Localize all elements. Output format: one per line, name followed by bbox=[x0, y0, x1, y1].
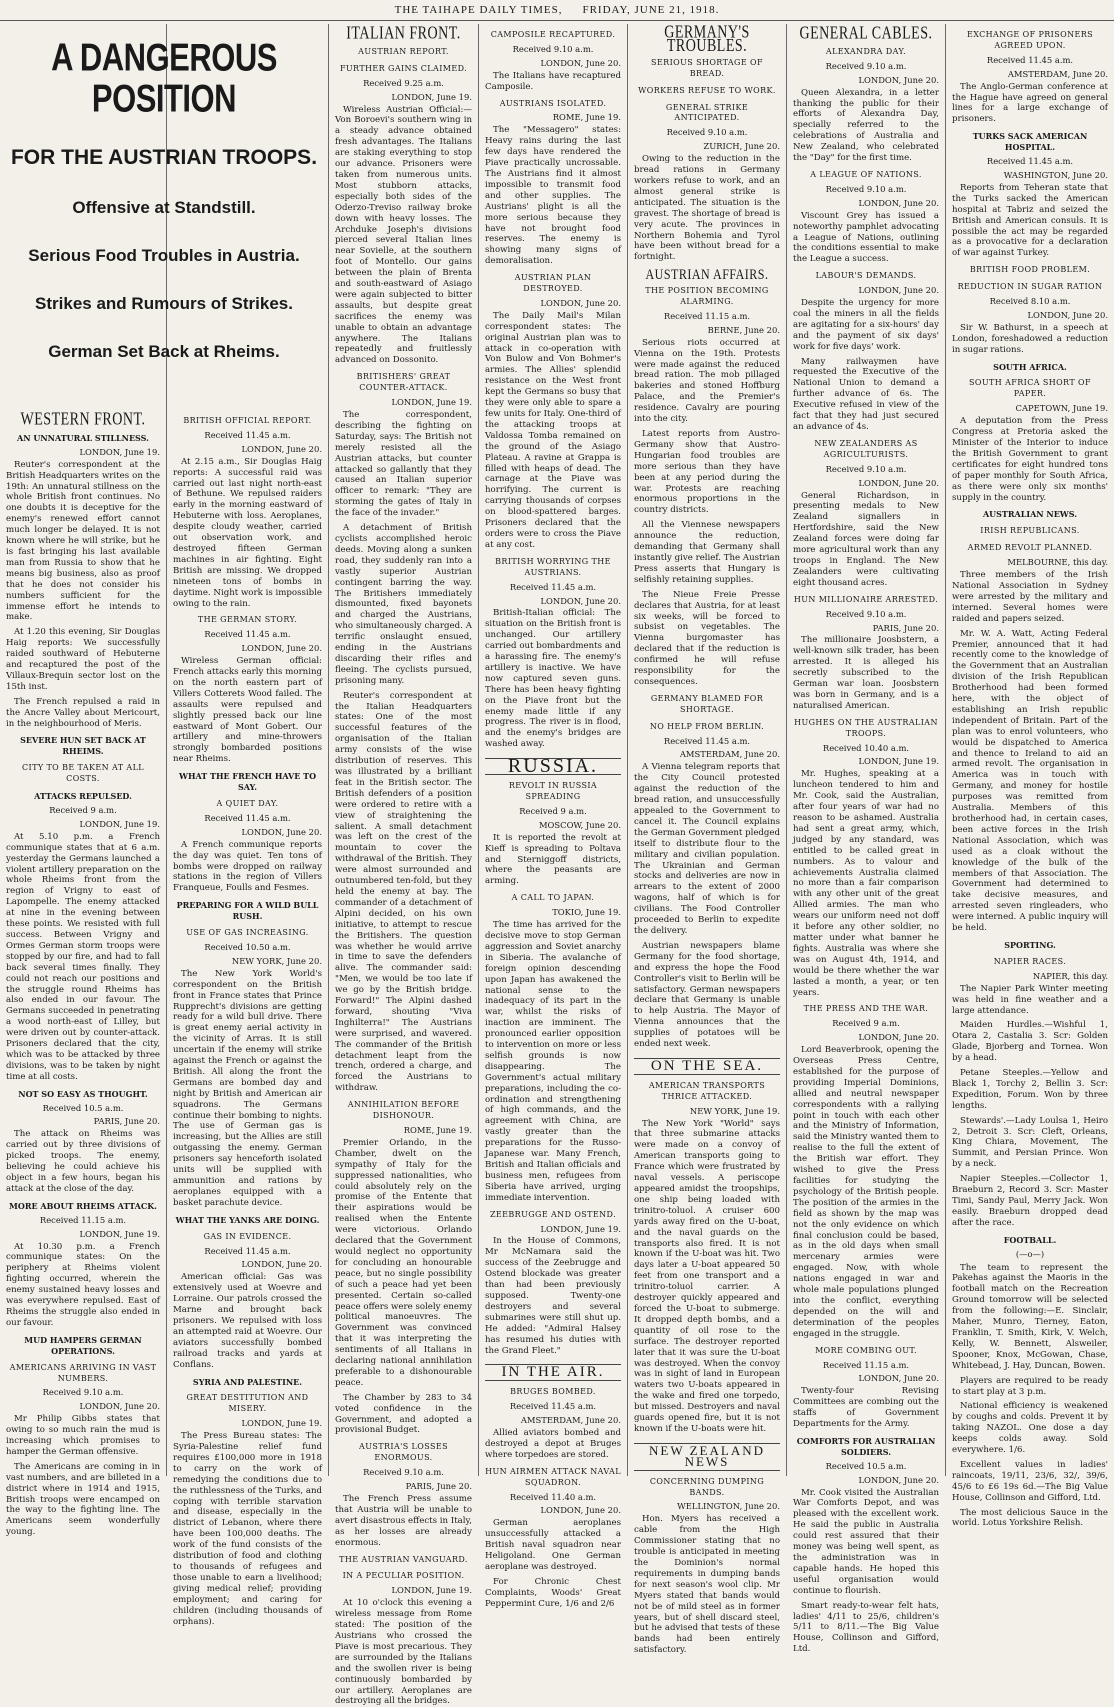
dateline: LONDON, June 19. bbox=[391, 1585, 472, 1596]
article-headline: THE AUSTRIAN VANGUARD. bbox=[339, 1554, 468, 1564]
article-text: The French Press assume that Austria will be unable to avert disastrous effects in Italy, as her losses are already enormous. bbox=[335, 1494, 472, 1548]
article-headline: TURKS SACK AMERICAN HOSPITAL. bbox=[972, 131, 1088, 153]
column-6 bbox=[787, 24, 945, 1655]
article-text: The attack on Rheims was carried out by three divisions of picked troops. The enemy, believing he could achieve his object in a few hours, began his attack at the close of the day. bbox=[6, 1129, 160, 1194]
received-time: Received 11.45 a.m. bbox=[509, 1401, 597, 1412]
dateline: WELLINGTON, June 20. bbox=[677, 1501, 780, 1512]
dateline: AMSTERDAM, June 20. bbox=[520, 1415, 621, 1426]
dateline: LONDON, June 20. bbox=[241, 643, 322, 654]
advertisement: For Chronic Chest Complaints, Woods' Great Peppermint Cure, 1/6 and 2/6 bbox=[485, 1576, 621, 1609]
lead-deck: Strikes and Rumours of Strikes. bbox=[35, 293, 293, 313]
column-7 bbox=[946, 24, 1114, 1529]
article-text: Sir W. Bathurst, in a speech at London, foreshadowed a reduction in sugar rations. bbox=[952, 322, 1108, 355]
article-text: All the Viennese newspapers announce the reduction, demanding that Germany shall instantly give relief. The Austrian Press asserts that Hungary is selfishly retaining supplies. bbox=[634, 520, 780, 585]
section-title: IN THE AIR. bbox=[485, 1364, 621, 1381]
dateline: LONDON, June 19. bbox=[391, 397, 472, 408]
article-headline: ANNIHILATION BEFORE DISHONOUR. bbox=[347, 1100, 460, 1121]
received-time: Received 9 a.m. bbox=[519, 805, 587, 816]
article-headline: HUN MILLIONAIRE ARRESTED. bbox=[793, 594, 939, 604]
received-time: Received 10.50 a.m. bbox=[204, 941, 291, 952]
received-time: Received 11.45 a.m. bbox=[204, 429, 291, 440]
article-headline: BRUGES BOMBED. bbox=[510, 1387, 596, 1397]
dateline: PARIS, June 20. bbox=[405, 1481, 472, 1492]
article-headline: CAMPOSILE RECAPTURED. bbox=[490, 30, 616, 39]
article-text: A Vienna telegram reports that the City Council protested against the reduction of the bread ration, and unsuccessfully appealed to the Government to cancel it. The Council explains the German Government pledged itself to distribute flour to the military and civilian population. The Ukrainian and German stocks and deliveries are now in arrears to the extent of 2000 wagons, half of which is for civilians. The Food Controller proceeded to Berlin to expedite the delivery. bbox=[634, 762, 780, 936]
dateline: CAPETOWN, June 19. bbox=[1015, 403, 1108, 414]
article-headline: MORE ABOUT RHEIMS ATTACK. bbox=[9, 1200, 157, 1211]
article-headline: ZEEBRUGGE AND OSTEND. bbox=[489, 1209, 617, 1219]
article-text: The Daily Mail's Milan correspondent states: The original Austrian plan was to attack in co-operation with Von Bulow and Von Bohmer's armies. The Allies' splendid resistance on the West front kept the Germans so busy that they were only able to spare a few units for Italy. One-third of the attacking troops at Valdossa Tomba remained on the ground of the Asiago Plateau. A ravine at Grappa is filled with heaps of dead. The carnage at the Piave was horrifying. The current is carrying thousands of corpses on blood-spattered barges. Prisoners declared that the orders were to cross the Piave at any cost. bbox=[485, 310, 621, 550]
article-text: Stewards'.—Lady Loulsa 1, Heiro 2, Detroit 3. Scr: Cleft, Orleans, King Chiara, Movement, The Summit, and Persian Prince. Won by a neck. bbox=[952, 1115, 1108, 1170]
article-text: The "Messagero" states: Heavy rains during the last few days have rendered the Piave practically uncrossable. The Austrians find it almost impossible to transmit food and other supplies. The Austrians' plight is all the more serious because they have not brought food reserves. The enemy is showing many signs of demoralisation. bbox=[485, 125, 621, 267]
dateline: AMSTERDAM, June 20. bbox=[679, 749, 780, 760]
article-text: The French repulsed a raid in the Ancre Valley about Mericourt, in the neighbourhood of Meris. bbox=[6, 696, 160, 729]
ornament: (—o—) bbox=[1015, 1248, 1045, 1259]
received-time: Received 9.10 a.m. bbox=[825, 463, 907, 474]
article-text: Reuter's correspondent at the British Headquarters writes on the 19th: An unnatural stillness on the whole British front continues. No one doubts it is deceptive for the enemy's renewed effort cannot much longer be delayed. It is not known where he will strike, but he is fast bringing his last available man from Russia to show that he means big business, also as proof that he does not consider his numbers sufficient for the immense effort he intends to make. bbox=[6, 459, 160, 623]
article-headline: WHAT THE FRENCH HAVE TO SAY. bbox=[178, 771, 317, 793]
section-title: AUSTRIAN AFFAIRS. bbox=[645, 265, 769, 283]
article-text: The Press Bureau states: The Syria-Palestine relief fund requires £100,000 more in 1918 to carry on the work of remedying the conditions due to the ruthlessness of the Turks, and coping with terrible starvation and disease, especially in the district of Lebanon, where there have been 100,000 deaths. The work of the fund consists of the distribution of food and clothing to thousands of refugees and those unable to earn a livelihood; giving medical relief; providing employment; and caring for children (including thousands of orphans). bbox=[173, 1431, 322, 1627]
masthead bbox=[0, 0, 1114, 21]
dateline: NEW YORK, June 19. bbox=[689, 1105, 780, 1116]
dateline: LONDON, June 20. bbox=[858, 197, 939, 208]
article-headline: NEW ZEALANDERS AS AGRICULTURISTS. bbox=[814, 438, 918, 459]
advertisement: National efficiency is weakened by coughs and colds. Prevent it by taking NAZOL. One dose a day keeps colds away. Sold everywhere. 1/6. bbox=[952, 1401, 1108, 1456]
received-time: Received 11.15 a.m. bbox=[822, 1359, 910, 1370]
received-time: Received 9 a.m. bbox=[49, 805, 117, 815]
article-subheadline: IN A PECULIAR POSITION. bbox=[342, 1571, 465, 1581]
article-headline: NOT SO EASY AS THOUGHT. bbox=[18, 1088, 148, 1099]
lead-deck: Offensive at Standstill. bbox=[72, 198, 256, 218]
article-text: Napier Steeples.—Collector 1, Braeburn 2, Record 3. Scr: Master Timi, Sandy Paul, Merry Jack. Won easily. Braeburn dropped dead after the race. bbox=[952, 1174, 1108, 1228]
received-time: Received 9.25 a.m. bbox=[363, 77, 444, 88]
section-title: RUSSIA. bbox=[485, 758, 621, 775]
article-text: Reuter's correspondent at the Italian Headquarters states: One of the most successful features of the organisation of the Italian army consists of the wise distribution of reserves. This was illustrated by a brilliant feat in the British sector. The British defenders of a position were ordered to retire with a view of straightening the salient. A small detachment was left on the crest of the mountain to cover the withdrawal of the British. They were almost surrounded and outnumbered ten-fold, but they held the enemy at bay. The commander of a detachment of Alpini decided, on his own initiative, to attempt to rescue the Britishers. The question was whether he would arrive in time to save the defenders alive. The commander said: "Men, we would be too late if we go by the British bridge. Forward!" The Alpini dashed forward, shouting "Viva Inghilterra!" The Austrians were surprised, and wavered. The commander of the British detachment leapt from the trench, ordered a charge, and forced the Austrians to withdraw. bbox=[335, 690, 472, 1094]
lead-headline-block bbox=[0, 24, 328, 424]
column-5 bbox=[628, 23, 786, 1656]
article-text: Allied aviators bombed and destroyed a depot at Bruges where torpedoes are stored. bbox=[485, 1428, 621, 1460]
section-title: GENERAL CABLES. bbox=[799, 24, 933, 44]
article-text: Mr. Hughes, speaking at a luncheon tendered to him and Mr. Cook, said the Australian, after four years of war had no reason to be ashamed. Australia had sent a great army, which, judged by any standard, was entitled to be called great in numbers. As to valour and achievements Australia claimed no more than a fair comparison with any other unit of the great Allied armies. The man who wears our uniform need not doff it before any other soldier, no matter under what banner he fights. Australia was where she was on August 4th, 1914, and would be there whether the war lasted a month, a year, or ten years. bbox=[793, 769, 939, 998]
article-text: The Nieue Freie Presse declares that Austria, for at least six weeks, will be forced to subsist on vegetables. The Vienna burgomaster has declared that if the reduction is confirmed he will refuse responsibility for the consequences. bbox=[634, 589, 780, 687]
article-headline: HUGHES ON THE AUSTRALIAN TROOPS. bbox=[794, 717, 938, 738]
dateline: LONDON, June 19. bbox=[79, 446, 160, 457]
article-headline: THE GERMAN STORY. bbox=[197, 615, 298, 625]
section-title: ITALIAN FRONT. bbox=[346, 24, 461, 44]
section-title: SOUTH AFRICA. bbox=[993, 361, 1067, 372]
article-headline: THE PRESS AND THE WAR. bbox=[803, 1004, 929, 1014]
dateline: LONDON, June 20. bbox=[79, 1401, 160, 1412]
article-text: Many railwaymen have requested the Executive of the National Union to demand a further advance of 6s. The Executive refused in view of the fact that they had just secured an advance of 4s. bbox=[793, 356, 939, 432]
article-text: Serious riots occurred at Vienna on the 19th. Protests were made against the reduced bread ration. The mob pillaged bakeries and stoned Hoffburg Palace, and the Premier's residence. Cavalry are pouring into the city. bbox=[634, 337, 780, 425]
article-text: German aeroplanes unsuccessfully attacked a British naval squadron near Heligoland. One German aeroplane was destroyed. bbox=[485, 1518, 621, 1572]
masthead-title: THE TAIHAPE DAILY TIMES, bbox=[394, 4, 563, 16]
article-subheadline: GAS IN EVIDENCE. bbox=[203, 1231, 292, 1241]
received-time: Received 11.45 a.m. bbox=[663, 735, 751, 746]
section-title: FOOTBALL. bbox=[1003, 1234, 1057, 1245]
section-title: SPORTING. bbox=[1004, 939, 1056, 950]
dateline: ZURICH, June 20. bbox=[703, 141, 780, 152]
article-text: Latest reports from Austro-Germany show that Austro-Hungarian food troubles are more serious than they have been at any period during the war. Protests are reaching enormous proportions in the country districts. bbox=[634, 429, 780, 516]
section-title: ON THE SEA. bbox=[634, 1058, 780, 1075]
article-headline: BRITISHERS' GREAT COUNTER-ATTACK. bbox=[356, 372, 451, 393]
dateline: ROME, June 19. bbox=[403, 1125, 472, 1135]
article-text: Lord Beaverbrook, opening the Overseas Press Centre, established for the purpose of providing Imperial Dominions, allied and neutral newspaper correspondents with a rallying point in touch with each other and the Ministry of Information, said the Ministry wanted them to realise to the full the extent of the British war effort. They wished to give the Press facilities for studying the psychology of the British people. The position of the armies in the field as shown by the map was not the only evidence on which final conclusion could be based, as in the old days when small mercenary armies were engaged. Now, with whole nations engaged in war and whole male populations plunged into the conflict, everything depended on the will and determination of the peoples engaged in the struggle. bbox=[793, 1045, 939, 1339]
article-text: The Anglo-German conference at the Hague have agreed on general lines for a large exchange of prisoners. bbox=[952, 81, 1108, 125]
dateline: LONDON, June 19. bbox=[79, 1228, 160, 1239]
article-subheadline: GENERAL STRIKE ANTICIPATED. bbox=[665, 102, 749, 123]
article-text: British-Italian official: The situation on the British front is unchanged. Our artillery carried out bombardments and a harassing fire. The enemy's artillery is inactive. We have now captured seven guns. There has been heavy fighting on the Piave front but the enemy made little if any progress. The river is in flood, and the enemy's bridges are washed away. bbox=[485, 608, 621, 750]
column-3 bbox=[329, 24, 478, 1707]
received-time: Received 9 a.m. bbox=[832, 1018, 900, 1029]
article-text: At 1.20 this evening, Sir Douglas Haig reports: We successfully raided southward of Hebuterne and recaptured the post of the Villaux-Brequin sector lost on the 15th inst. bbox=[6, 627, 160, 692]
dateline: TOKIO, June 19. bbox=[552, 907, 621, 918]
section-title: NEW ZEALAND NEWS bbox=[634, 1443, 780, 1471]
section-title: GERMANY'S TROUBLES. bbox=[664, 23, 750, 56]
dateline: NEW YORK, June 20. bbox=[231, 955, 322, 966]
article-text: At 5.10 p.m. a French communique states that at 6 a.m. yesterday the Germans launched a violent artillery preparation on the whole Rheims front from the region of Vrigny to east of Lapompelle. The enemy attacked at nine in the evening between these points. We resisted with full success. Between Vrigny and Ormes German storm troops were stopped by our fire, and had to fall back several times finally. They could not reach our positions and the struggle round Rheims has also ended in our favour. The Germans succeeded in penetrating a wood north-east of Lilley, but were driven out by counter-attack. Prisoners declared that the city, which was to be attacked by three divisions, was to be taken by night time at all costs. bbox=[6, 831, 160, 1082]
article-headline: IRISH REPUBLICANS. bbox=[980, 526, 1080, 536]
article-text: The millionaire Joosbstern, a well-known silk trader, has been arrested. It is alleged his secretly subscribed to the German war loan. Joosbstern was born in Germany, and is a naturalised American. bbox=[793, 635, 939, 711]
article-text: The correspondent, describing the fighting on Saturday, says: The British not merely resisted all the Austrian attacks, but counter attacked so gallantly that they caused an Italian superior officer to remark: "They are storming the gates of Italy in the face of the invader." bbox=[335, 410, 472, 519]
article-headline: SYRIA AND PALESTINE. bbox=[192, 1376, 303, 1387]
article-text: Reports from Teheran state that the Turks sacked the American hospital at Tabriz and seized the British and American consuls. It is possible the act may be regarded as a provocative for a declaration of war against Turkey. bbox=[952, 182, 1108, 259]
article-headline: BRITISH WORRYING THE AUSTRIANS. bbox=[495, 556, 611, 577]
article-text: Mr Philip Gibbs states that owing to so much rain the mud is increasing which promises to hamper the German offensive. bbox=[6, 1414, 160, 1457]
received-time: Received 11.45 a.m. bbox=[204, 812, 291, 823]
received-time: Received 11.45 a.m. bbox=[509, 581, 597, 592]
lead-deck: Serious Food Troubles in Austria. bbox=[28, 245, 300, 265]
dateline: LONDON, June 19. bbox=[79, 818, 160, 829]
dateline: PARIS, June 20. bbox=[93, 1116, 160, 1127]
article-text: The Americans are coming in in vast numbers, and are billeted in a district where in 1914 and 1915, British troops were encamped on the way to the fighting line. The Americans seem wonderfully young. bbox=[6, 1461, 160, 1538]
article-text: The New York World's correspondent on the British front in France states that Prince Rupprecht's divisions are getting ready for a wild bull drive. There is great enemy aerial activity in the vicinity of Arras. It is still uncertain if the enemy will strike against the French or against the British. All along the front the Germans are bombed day and night by British and American air squadrons. The Germans continue their bombing to nights. The use of German gas is increasing, but the Allies are still outgassing the enemy. German prisoners say henceforth isolated units will be supplied with ammunition and rations by aeroplanes equipped with a basket parachute device. bbox=[173, 968, 322, 1208]
article-headline: MORE COMBING OUT. bbox=[815, 1345, 917, 1355]
dateline: NAPIER, this day. bbox=[1032, 970, 1108, 981]
received-time: Received 11.45 a.m. bbox=[986, 54, 1074, 65]
article-text: American official: Gas was extensively used at Woevre and Lorraine. Our patrols crossed the Marne and brought back prisoners. We repulsed with loss an attempted raid at Woevre. Our aviators successfully bombed railroad tracks and yards at Conflans. bbox=[173, 1272, 322, 1370]
dateline: WASHINGTON, June 20. bbox=[1003, 169, 1108, 180]
article-text: In the House of Commons, Mr McNamara said the success of the Zeebrugge and Ostend blockade was greater than had been previously supposed. Twenty-one destroyers and several submarines were still shut up. He added: "Admiral Halsey has resumed his duties with the Grand Fleet." bbox=[485, 1236, 621, 1356]
article-headline: AUSTRIAN REPORT. bbox=[358, 46, 449, 56]
dateline: LONDON, June 20. bbox=[858, 1474, 939, 1485]
article-headline: MUD HAMPERS GERMAN OPERATIONS. bbox=[24, 1334, 142, 1356]
article-subheadline: THE POSITION BECOMING ALARMING. bbox=[645, 286, 769, 307]
received-time: Received 11.15 a.m. bbox=[39, 1214, 127, 1225]
article-text: The team to represent the Pakehas against the Maoris in the football match on the Recreation Ground tomorrow will be selected from the following:—E. Sinclair, Maher, Munro, Tierney, Eaton, Franklin, T. Smith, Kirk, V. Welch, Kelly, W. Bennett, Alsweiler, Spooner, Knox, McGowan, Chase, Whitebead, J. Hay, Duncan, Bowen. bbox=[952, 1262, 1108, 1371]
dateline: LONDON, June 20. bbox=[858, 285, 939, 296]
dateline: LONDON, June 20. bbox=[540, 57, 621, 68]
column-4 bbox=[479, 24, 627, 1609]
article-text: General Richardson, in presenting medals to New Zealand signallers in Hertfordshire, said the New Zealand forces were doing far more agricultural work than any troops in England. The New Zealanders were cultivating eight thousand acres. bbox=[793, 490, 939, 588]
dateline: LONDON, June 19. bbox=[540, 1223, 621, 1234]
advertisement: Smart ready-to-wear felt hats, ladies' 4/11 to 25/6, children's 5/11 to 8/11.—The Big Value House, Collinson and Gifford, Ltd. bbox=[793, 1600, 939, 1655]
article-subheadline: FURTHER GAINS CLAIMED. bbox=[339, 63, 468, 73]
dateline: MELBOURNE, this day. bbox=[1007, 557, 1108, 568]
article-headline: SEVERE HUN SET BACK AT RHEIMS. bbox=[20, 735, 146, 757]
article-subheadline: CITY TO BE TAKEN AT ALL COSTS. bbox=[22, 763, 144, 784]
article-headline: A LEAGUE OF NATIONS. bbox=[810, 169, 922, 179]
section-title: WESTERN FRONT. bbox=[20, 410, 146, 430]
dateline: LONDON, June 20. bbox=[241, 443, 322, 454]
article-text: The Italians have recaptured Camposile. bbox=[485, 70, 621, 92]
article-headline: REVOLT IN RUSSIA SPREADING bbox=[508, 781, 598, 801]
article-subheadline: AMERICANS ARRIVING IN VAST NUMBERS. bbox=[9, 1362, 157, 1383]
dateline: MOSCOW, June 20. bbox=[538, 819, 621, 830]
dateline: LONDON, June 20. bbox=[858, 477, 939, 488]
received-time: Received 11.45 a.m. bbox=[204, 1245, 291, 1256]
dateline: ROME, June 19. bbox=[552, 112, 621, 123]
article-text: Queen Alexandra, in a letter thanking the public for their efforts of Alexandra Day, specially referred to the celebrations of Australia and New Zealand, who celebrated the "Day" for the first time. bbox=[793, 87, 939, 164]
dateline: LONDON, June 20. bbox=[858, 1032, 939, 1043]
article-headline: PREPARING FOR A WILD BULL RUSH. bbox=[176, 900, 319, 922]
article-headline: LABOUR'S DEMANDS. bbox=[815, 271, 917, 281]
article-headline: COMFORTS FOR AUSTRALIAN SOLDIERS. bbox=[796, 1435, 936, 1457]
section-title: AUSTRALIAN NEWS. bbox=[982, 509, 1078, 520]
dateline: PARIS, June 20. bbox=[872, 622, 939, 633]
article-text: Despite the urgency for more coal the miners in all the fields are agitating for a six-hours' day and the payment of six days' work for five days' work. bbox=[793, 298, 939, 352]
received-time: Received 9.10 a.m. bbox=[825, 608, 907, 619]
article-text: It is reported the revolt at Kieff is spreading to Poltava and Sterniggoff districts, where the peasants are arming. bbox=[485, 832, 621, 887]
article-subheadline: USE OF GAS INCREASING. bbox=[186, 928, 309, 938]
article-text: A detachment of British cyclists accomplished heroic deeds. Moving along a sunken road, they suddenly ran into a vastly superior Austrian contingent barring the way. The Britishers immediately dismounted, fixed bayonets and charged the Austrians, who simultaneously charged. A terrific onslaught ensued, ending in the Austrians discarding their rifles and fleeing. The cyclists pursued, prisoning many. bbox=[335, 523, 472, 686]
article-headline: ALEXANDRA DAY. bbox=[825, 46, 907, 56]
article-headline: BRITISH FOOD PROBLEM. bbox=[969, 265, 1091, 275]
dateline: LONDON, June 19. bbox=[858, 756, 939, 767]
received-time: Received 9.10 a.m. bbox=[825, 183, 907, 194]
article-headline: BRITISH OFFICIAL REPORT. bbox=[183, 416, 312, 425]
article-headline: HUN AIRMEN ATTACK NAVAL SQUADRON. bbox=[485, 1466, 621, 1487]
article-headline: AUSTRIANS ISOLATED. bbox=[499, 98, 607, 108]
article-text: Players are required to be ready to start play at 3 p.m. bbox=[952, 1375, 1108, 1397]
received-time: Received 8.10 a.m. bbox=[989, 296, 1071, 307]
article-text: The time has arrived for the decisive move to stop German aggression and Soviet anarchy in Siberia. The avalanche of foreign opinion descending upon Japan has awakened the national sense to the inadequacy of its part in the war, whilst the risks of inaction are imminent. The pronounced earlier opposition to intervention on more or less selfish grounds is now disappearing. The Government's actual military preparations, including the co-ordination and strengthening of high commands, and the agreement with China, are vastly greater than the preparations for the Russo-Japanese war. Many French, British and Italian officials and business men, refugees from Siberia have arrived, urging immediate intervention. bbox=[485, 920, 621, 1203]
article-subheadline: NO HELP FROM BERLIN. bbox=[649, 721, 765, 731]
received-time: Received 9.10 a.m. bbox=[363, 1467, 444, 1478]
article-text: Petane Steeples.—Yellow and Black 1, Torchy 2, Bellin 3. Scr: Expedition, Forum. Won by three lengths. bbox=[952, 1068, 1108, 1111]
received-time: Received 10.40 a.m. bbox=[822, 742, 910, 753]
received-time: Received 11.15 a.m. bbox=[663, 310, 751, 321]
received-time: Received 11.45 a.m. bbox=[986, 156, 1074, 167]
column-1 bbox=[0, 410, 166, 1538]
article-headline: NAPIER RACES. bbox=[993, 956, 1067, 966]
article-subheadline: SOUTH AFRICA SHORT OF PAPER. bbox=[969, 378, 1091, 399]
article-subheadline: ARMED REVOLT PLANNED. bbox=[967, 543, 1093, 553]
article-text: A deputation from the Press Congress at Pretoria asked the Minister of the Interior to induce the British Government to grant certificates for eight hundred tons of paper monthly for South Africa, as there were only six months' supply in the country. bbox=[952, 416, 1108, 503]
article-text: Owing to the reduction in the bread rations in Germany workers refuse to work, and an almost general strike is anticipated. The situation is the gravest. The shortage of bread is very acute. The provinces in Northern Bohemia and Tyrol have been without bread for a fortnight. bbox=[634, 154, 780, 263]
received-time: Received 9.10 a.m. bbox=[512, 43, 594, 54]
dateline: LONDON, June 20. bbox=[241, 826, 322, 837]
advertisement: The most delicious Sauce in the world. Lotus Yorkshire Relish. bbox=[952, 1507, 1108, 1529]
article-text: At 10.30 p.m. a French communique states: On the periphery at Rheims violent fighting occurred, wherein the enemy sustained heavy losses and was everywhere repulsed. East of Rheims the struggle also ended in our favour. bbox=[6, 1241, 160, 1328]
dateline: LONDON, June 20. bbox=[858, 74, 939, 85]
article-text: The Napier Park Winter meeting was held in fine weather and a large attendance. bbox=[952, 983, 1108, 1016]
article-text: Hon. Myers has received a cable from the High Commissioner stating that no trouble is anticipated in meeting the Dominion's normal requirements in dumping bands for next season's wool clip. Mr Myers stated that bands would not be of mild steel as in former years, but of shell discard steel, but he advised that tests of these bands had been entirely satisfactory. bbox=[634, 1514, 780, 1656]
lead-subheadline: FOR THE AUSTRIAN TROOPS. bbox=[10, 146, 318, 170]
lead-deck: German Set Back at Rheims. bbox=[48, 341, 280, 361]
dateline: LONDON, June 19. bbox=[391, 91, 472, 102]
received-time: Received 11.40 a.m. bbox=[509, 1491, 597, 1502]
article-text: At 2.15 a.m., Sir Douglas Haig reports: A successful raid was carried out last night north-east of Bethune. We repulsed raiders early in the morning eastward of Hebuterne with loss. Aeroplanes, despite cloudy weather, carried out observation work, and destroyed fifteen German machines in air fighting. Eight British are missing. We dropped nineteen tons of bombs in daytime. Night work is impossible owing to the rain. bbox=[173, 456, 322, 609]
advertisement: Excellent values in ladies' raincoats, 19/11, 23/6, 32/, 39/6, 45/6 to £6 19s 6d.—The Big Value House, Collinson and Gifford, Ltd. bbox=[952, 1459, 1108, 1503]
received-time: Received 9.10 a.m. bbox=[666, 127, 748, 138]
article-headline: GERMANY BLAMED FOR SHORTAGE. bbox=[650, 693, 764, 714]
article-text: Wireless German official: French attacks early this morning on the north eastern part of Villers Cotterets Wood failed. The assaults were repulsed and slightly pressed back our line eastward of Mont Gobert. Our artillery and mine-throwers strongly bombarded positions near Rheims. bbox=[173, 656, 322, 765]
article-headline: CONCERNING DUMPING BANDS. bbox=[649, 1476, 765, 1497]
article-text: Mr. W. A. Watt, Acting Federal Premier, announced that it had recently come to the knowledge of the Government that an Australian division of the Irish Republican Brotherhood had been formed here, with the object of establishing an Irish republic independent of Britain. Part of the plan was to enrol volunteers, who would be dispatched to America and thence to Ireland to aid an armed revolt. The organisation in America was in touch with Germany, and money for hostile purposes was remitted from Australia. Members of this brotherhood had, in certain cases, been active forces in the Irish National Association, which was used as a cloak without the knowledge of the bulk of the members of that Association. The Government had determined to take decisive measures, and arrested seven ringleaders, who were interned. A public inquiry will be held. bbox=[952, 628, 1108, 934]
dateline: LONDON, June 20. bbox=[1027, 309, 1108, 320]
article-headline: EXCHANGE OF PRISONERS AGREED UPON. bbox=[966, 30, 1094, 50]
article-text: Premier Orlando, in the Chamber, dwelt on the sympathy of Italy for the suppressed nationalities, who could absolutely rely on the promise of the Entente that their aspirations would be realised when the Entente were victorious. Orlando declared that the Government would neglect no opportunity for concluding an honourable peace, but no single possibility of such a peace had yet been presented. Certain so-called peace offers were solely enemy political manoeuvres. The Government was convinced that it was interpreting the sentiments of all Italians in declaring national annihilation preferable to a dishonourable peace. bbox=[335, 1137, 472, 1388]
received-time: Received 9.10 a.m. bbox=[42, 1387, 124, 1398]
dateline: LONDON, June 20. bbox=[540, 595, 621, 606]
article-headline: WHAT THE YANKS ARE DOING. bbox=[175, 1214, 320, 1225]
article-headline: AUSTRIA'S LOSSES ENORMOUS. bbox=[359, 1442, 448, 1463]
article-subheadline: REDUCTION IN SUGAR RATION bbox=[957, 282, 1103, 292]
article-text: Austrian newspapers blame Germany for the food shortage, and express the hope the Food Controller's visit to Berlin will be satisfactory. German newspapers declare that Germany is unable to help Austria. The Mayor of Vienna announces that the supplies of potatoes will be ended next week. bbox=[634, 940, 780, 1050]
received-time: Received 11.45 a.m. bbox=[204, 629, 291, 640]
dateline: AMSTERDAM, June 20. bbox=[1007, 68, 1108, 79]
article-text: Three members of the Irish National Association in Sydney were arrested by the military and interned. Several homes were raided and papers seized. bbox=[952, 570, 1108, 624]
article-text: A French communique reports the day was quiet. Ten tons of bombs were dropped on railway stations in the region of Villers Franqueue, Foulls and Fesmes. bbox=[173, 839, 322, 894]
dateline: LONDON, June 20. bbox=[540, 297, 621, 308]
article-text: Mr. Cook visited the Australian War Comforts Depot, and was pleased with the excellent work. He said the public in Australia could rest assured that their money was being well spent, as the administration was in capable hands. He hoped this useful organisation would continue to flourish. bbox=[793, 1487, 939, 1596]
article-text: At 10 o'clock this evening a wireless message from Rome stated: The position of the Austrians who crossed the Piave is most precarious. They are surrounded by the Italians and the swollen river is being continuously bombarded by our artillery. Aeroplanes are destroying all the bridges. bbox=[335, 1598, 472, 1707]
received-time: Received 9.10 a.m. bbox=[825, 60, 907, 71]
article-text: The Chamber by 283 to 34 voted confidence in the Government, and adopted a provisional Budget. bbox=[335, 1392, 472, 1436]
article-headline: SERIOUS SHORTAGE OF BREAD. bbox=[651, 57, 763, 78]
article-headline: A CALL TO JAPAN. bbox=[511, 893, 595, 903]
dateline: LONDON, June 20. bbox=[241, 1259, 322, 1270]
dateline: LONDON, June 20. bbox=[540, 1505, 621, 1516]
dateline: LONDON, June 20. bbox=[858, 1373, 939, 1384]
column-2 bbox=[167, 410, 328, 1627]
dateline: BERNE, June 20. bbox=[707, 324, 780, 335]
article-headline: AN UNNATURAL STILLNESS. bbox=[17, 432, 149, 443]
lead-headline: A DANGEROUS POSITION bbox=[51, 35, 277, 120]
article-subheadline: ATTACKS REPULSED. bbox=[34, 791, 132, 802]
dateline: LONDON, June 19. bbox=[241, 1418, 322, 1429]
received-time: Received 10.5 a.m. bbox=[42, 1102, 124, 1113]
masthead-date: FRIDAY, JUNE 21, 1918. bbox=[582, 4, 720, 16]
article-text: The New York "World" says that three submarine attacks were made on a convoy of American transports going to France which were frustrated by naval vessels. A periscope appeared amidst the troopships, one ship being loaded with trinitro-toluol. A cruiser 600 yards away fired on the U-boat, and the naval guards on the transports also fired. It is not known if the U-boat was hit. Two days later a U-boat appeared 50 feet from one transport and a trinitro-toluol carrier. A destroyer quickly appeared and forced the U-boat to submerge. It dropped depth bombs, and a quantity of oil rose to the surface. The destroyer reported later that it was sure the U-boat was destroyed. When the convoy was in sight of land in European waters two U-boats appeared in the wake and fired one torpedo, but missed. Destroyers and naval guards opened fire, but it is not known if the U-boats were hit. bbox=[634, 1118, 780, 1434]
article-headline: AUSTRIAN PLAN DESTROYED. bbox=[514, 273, 592, 294]
article-text: Twenty-four Revising Committees are combing out the staffs of Government Departments for the Army. bbox=[793, 1386, 939, 1430]
article-text: Maiden Hurdles.—Wishful 1, Otara 2, Castalia 3. Scr: Golden Glade, Bjorberg and Tornea. Won by a head. bbox=[952, 1020, 1108, 1064]
article-text: Wireless Austrian Official:—Von Boroevi's southern wing in a steady advance obtained fresh advantages. The Italians are staking everything to stop our advance. Prisoners were taken from numerous units. Most stubborn attacks, especially both sides of the Oderzo-Treviso railway broke down with heavy losses. The Archduke Joseph's divisions pierced several Italian lines near Sovielle, at the southern foot of Montello. Our gains between the plain of Brenta and south-eastward of Asiago were again subjected to bitter assaults, but despite great sacrifices the enemy was unable to obtain an advantage anywhere. The Italians repeatedly and fruitlessly advanced on Dossonito. bbox=[335, 104, 472, 366]
received-time: Received 10.5 a.m. bbox=[825, 1460, 907, 1471]
article-subheadline: WORKERS REFUSE TO WORK. bbox=[638, 85, 776, 95]
article-subheadline: GREAT DESTITUTION AND MISERY. bbox=[186, 1393, 309, 1414]
article-headline: AMERICAN TRANSPORTS THRICE ATTACKED. bbox=[648, 1080, 766, 1101]
article-text: Viscount Grey has issued a noteworthy pamphlet advocating a League of Nations, outlining the conditions essential to make the League a success. bbox=[793, 210, 939, 265]
article-subheadline: A QUIET DAY. bbox=[216, 799, 279, 808]
